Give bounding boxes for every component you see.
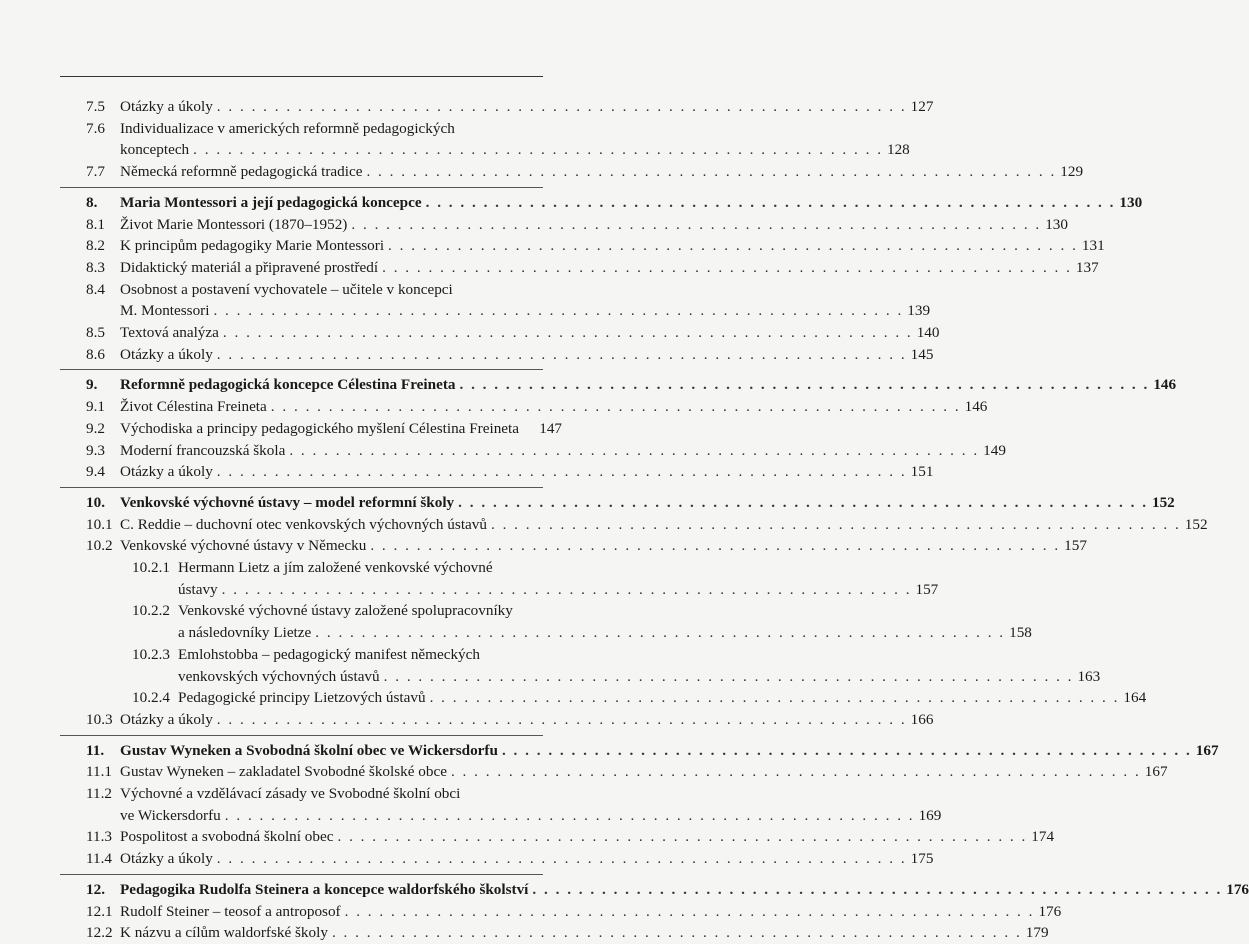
toc-entry-number: 10.1: [86, 515, 113, 533]
dot-leader: . . . . . . . . . . . . . . . . . . . . . . . . . . . . . . . . . . . . . . . . . . . . . . . . . . . . . . . . . . . .: [459, 376, 1150, 394]
dot-leader: . . . . . . . . . . . . . . . . . . . . . . . . . . . . . . . . . . . . . . . . . . . . . . . . . . . . . . . . . . . .: [216, 345, 907, 363]
toc-entry-number: 8.2: [86, 237, 105, 255]
toc-entry-page: 140: [916, 324, 940, 341]
toc-entry: [0, 96, 934, 118]
toc-entry: [0, 214, 1068, 236]
toc-entry-number: 12.: [86, 880, 105, 898]
dot-leader: . . . . . . . . . . . . . . . . . . . . . . . . . . . . . . . . . . . . . . . . . . . . . . . . . . . . . . . . . . . .: [501, 741, 1192, 759]
toc-entry-page: 152: [1151, 493, 1175, 511]
toc-entry-title: Emlohstobba – pedagogický manifest německých: [178, 645, 480, 663]
toc-entry-page: 179: [1025, 924, 1049, 942]
toc-entry-page: 167: [1195, 741, 1219, 759]
dot-leader: . . . . . . . . . . . . . . . . . . . . . . . . . . . . . . . . . . . . . . . . . . . . . . . . . . . . . . . . . . . .: [425, 193, 1116, 211]
toc-entry-title: a následovníky Lietze: [178, 624, 312, 642]
toc-entry: [0, 492, 1175, 514]
toc-entry-title: Pedagogika Rudolfa Steinera a koncepce waldorfského školství: [120, 880, 529, 898]
toc-entry-title: ústavy: [178, 580, 218, 598]
toc-entry-title: Výchovné a vzdělávací zásady ve Svobodné školní obci: [120, 785, 461, 802]
toc-entry-page: 163: [1077, 667, 1101, 685]
toc-entry-page: 130: [1045, 215, 1068, 233]
toc-entry-title: M. Montessori: [120, 302, 210, 320]
toc-entry: [0, 783, 562, 805]
toc-entry-number: 8.3: [86, 258, 105, 276]
dot-leader: . . . . . . . . . . . . . . . . . . . . . . . . . . . . . . . . . . . . . . . . . . . . . . . . . . . . . . . . . . . .: [270, 398, 961, 416]
toc-entry: [0, 901, 1062, 923]
toc-entry-page: 146: [1153, 376, 1177, 394]
dot-leader: . . . . . . . . . . . . . . . . . . . . . . . . . . . . . . . . . . . . . . . . . . . . . . . . . . . . . . . . . . . .: [213, 302, 904, 320]
toc-entry-page: 146: [964, 398, 988, 416]
toc-entry-title: Život Marie Montessori (1870–1952): [120, 215, 348, 233]
toc-entry-page: 176: [1038, 902, 1062, 920]
dot-leader: . . . . . . . . . . . . . . . . . . . . . . . . . . . . . . . . . . . . . . . . . . . . . . . . . . . . . . . . . . . .: [532, 880, 1223, 898]
dot-leader: . . . . . . . . . . . . . . . . . . . . . . . . . . . . . . . . . . . . . . . . . . . . . . . . . . . . . . . . . . . .: [221, 580, 912, 598]
toc-entry-page: 147: [539, 419, 562, 437]
toc-entry-title: ve Wickersdorfu: [120, 806, 221, 824]
dot-leader: . . . . . . . . . . . . . . . . . . . . . . . . . . . . . . . . . . . . . . . . . . . . . . . . . . . . . . . . . . . .: [382, 258, 1072, 276]
toc-entry-number: 8.6: [86, 345, 105, 363]
toc-entry: [0, 344, 934, 366]
toc-entry-page: 128: [886, 141, 910, 159]
toc-entry-page: 127: [910, 98, 934, 115]
toc-entry-page: 158: [1009, 624, 1032, 642]
toc-entry-page: 130: [1119, 193, 1143, 211]
toc-entry: [0, 118, 562, 140]
section-separator: [60, 487, 543, 488]
toc-entry-title: venkovských výchovných ústavů: [178, 667, 380, 685]
toc-entry-number: 7.6: [86, 119, 105, 137]
toc-entry-number: 12.2: [86, 924, 113, 942]
toc-entry-page: 157: [1064, 537, 1087, 555]
toc-entry-page: 129: [1060, 163, 1084, 181]
toc-entry: [0, 535, 1087, 557]
section-separator: [60, 735, 543, 736]
toc-entry: [0, 805, 942, 827]
toc-entry-number: 9.3: [86, 441, 105, 459]
toc-entry-number: 11.4: [86, 850, 113, 868]
toc-entry-title: Otázky a úkoly: [120, 463, 213, 481]
toc-entry: [0, 514, 1208, 536]
dot-leader: . . . . . . . . . . . . . . . . . . . . . . . . . . . . . . . . . . . . . . . . . . . . . . . . . . . . . . . . . . . .: [216, 710, 907, 728]
toc-entry-number: 10.2.2: [132, 602, 170, 620]
toc-entry: [0, 418, 562, 440]
toc-entry-number: 10.2: [86, 537, 113, 555]
toc-entry-title: Maria Montessori a její pedagogická koncepce: [120, 193, 422, 211]
toc-entry: [0, 235, 1105, 257]
toc-entry-number: 9.: [86, 376, 98, 394]
toc-entry-number: 11.: [86, 741, 105, 759]
dot-leader: . . . . . . . . . . . . . . . . . . . . . . . . . . . . . . . . . . . . . . . . . . . . . . . . . . . . . . . . . . . .: [388, 237, 1078, 255]
toc-entry-page: 157: [915, 580, 939, 598]
dot-leader: . . . . . . . . . . . . . . . . . . . . . . . . . . . . . . . . . . . . . . . . . . . . . . . . . . . . . . . . . . . .: [344, 902, 1035, 920]
toc-entry-title: Venkovské výchovné ústavy založené spolupracovníky: [178, 602, 513, 620]
toc-entry: [0, 666, 1101, 688]
toc-entry-title: Německá reformně pedagogická tradice: [120, 163, 363, 181]
toc-entry-page: 149: [983, 441, 1006, 459]
toc-entry-title: Život Célestina Freineta: [120, 398, 267, 416]
dot-leader: . . . . . . . . . . . . . . . . . . . . . . . . . . . . . . . . . . . . . . . . . . . . . . . . . . . . . . . . . . . .: [383, 667, 1074, 685]
toc-entry: [0, 761, 1168, 783]
dot-leader: . . . . . . . . . . . . . . . . . . . . . . . . . . . . . . . . . . . . . . . . . . . . . . . . . . . . . . . . . . . .: [366, 163, 1057, 181]
toc-entry: [0, 622, 1032, 644]
toc-entry: [0, 879, 1249, 901]
dot-leader: . . . . . . . . . . . . . . . . . . . . . . . . . . . . . . . . . . . . . . . . . . . . . . . . . . . . . . . . . . . .: [289, 441, 980, 459]
toc-entry-number: 11.2: [86, 785, 113, 802]
toc-entry: [0, 374, 1177, 396]
toc-entry-page: 166: [910, 710, 934, 728]
toc-entry-title: Reformně pedagogická koncepce Célestina Freineta: [120, 376, 456, 394]
toc-entry-page: 176: [1226, 880, 1249, 898]
toc-entry: [0, 300, 931, 322]
toc-entry: [0, 687, 1147, 709]
toc-entry: [0, 161, 1084, 183]
toc-entry-title: Gustav Wyneken – zakladatel Svobodné školské obce: [120, 763, 447, 781]
toc-entry-page: 169: [918, 806, 942, 824]
toc-entry-title: Otázky a úkoly: [120, 850, 213, 868]
dot-leader: . . . . . . . . . . . . . . . . . . . . . . . . . . . . . . . . . . . . . . . . . . . . . . . . . . . . . . . . . . . .: [429, 689, 1120, 707]
toc-entry-number: 11.3: [86, 828, 113, 846]
toc-entry-title: Otázky a úkoly: [120, 710, 213, 728]
toc-entry-title: Individualizace v amerických reformně pedagogických: [120, 119, 455, 137]
dot-leader: . . . . . . . . . . . . . . . . . . . . . . . . . . . . . . . . . . . . . . . . . . . . . . . . . . . . . . . . . . . .: [216, 850, 907, 868]
toc-entry: [0, 579, 939, 601]
toc-entry-page: 131: [1081, 237, 1105, 255]
dot-leader: . . . . . . . . . . . . . . . . . . . . . . . . . . . . . . . . . . . . . . . . . . . . . . . . . . . . . . . . . . . .: [331, 924, 1022, 942]
dot-leader: . . . . . . . . . . . . . . . . . . . . . . . . . . . . . . . . . . . . . . . . . . . . . . . . . . . . . . . . . . . .: [193, 141, 883, 159]
toc-entry: [0, 322, 940, 344]
toc-entry-page: 151: [910, 463, 934, 481]
toc-entry: [0, 396, 988, 418]
toc-entry: [0, 740, 1219, 762]
toc-entry-number: 10.2.3: [132, 645, 170, 663]
toc-entry-title: K názvu a cílům waldorfské školy: [120, 924, 328, 942]
section-separator: [60, 187, 543, 188]
toc-entry-title: C. Reddie – duchovní otec venkovských výchovných ústavů: [120, 515, 487, 533]
toc-entry: [0, 257, 1099, 279]
toc-entry-number: 11.1: [86, 763, 113, 781]
dot-leader: . . . . . . . . . . . . . . . . . . . . . . . . . . . . . . . . . . . . . . . . . . . . . . . . . . . . . . . . . . . .: [458, 493, 1148, 511]
toc-entry-number: 10.3: [86, 710, 113, 728]
toc-entry-number: 10.2.4: [132, 689, 170, 707]
toc-entry-number: 8.4: [86, 280, 105, 298]
toc-entry-number: 9.2: [86, 419, 105, 437]
section-separator: [60, 369, 543, 370]
dot-leader: . . . . . . . . . . . . . . . . . . . . . . . . . . . . . . . . . . . . . . . . . . . . . . . . . . . . . . . . . . . .: [450, 763, 1141, 781]
toc-entry-number: 8.1: [86, 215, 105, 233]
toc-entry-title: Osobnost a postavení vychovatele – učitele v koncepci: [120, 280, 453, 298]
toc-entry-title: Pedagogické principy Lietzových ústavů: [178, 689, 426, 707]
toc-entry-title: Venkovské výchovné ústavy v Německu: [120, 537, 367, 555]
toc-entry: [0, 440, 1006, 462]
toc-entry-page: 167: [1144, 763, 1168, 781]
toc-entry: [0, 557, 562, 579]
toc-entry: [0, 192, 1143, 214]
toc-entry-page: 175: [910, 850, 934, 868]
dot-leader: . . . . . . . . . . . . . . . . . . . . . . . . . . . . . . . . . . . . . . . . . . . . . . . . . . . . . . . . . . . .: [315, 624, 1006, 642]
toc-entry-title: Gustav Wyneken a Svobodná školní obec ve Wickersdorfu: [120, 741, 498, 759]
toc-entry-title: Pospolitost a svobodná školní obec: [120, 828, 334, 846]
toc-entry-title: konceptech: [120, 141, 190, 159]
toc-entry: [0, 644, 562, 666]
toc-entry: [0, 709, 934, 731]
toc-entry-title: Didaktický materiál a připravené prostředí: [120, 258, 379, 276]
toc-entry: [0, 600, 562, 622]
toc-entry-page: 145: [910, 345, 934, 363]
toc-entry-title: Hermann Lietz a jím založené venkovské výchovné: [178, 559, 493, 576]
toc-entry: [0, 826, 1055, 848]
toc-entry-title: Venkovské výchovné ústavy – model reformní školy: [120, 493, 455, 511]
toc-entry: [0, 279, 562, 301]
dot-leader: . . . . . . . . . . . . . . . . . . . . . . . . . . . . . . . . . . . . . . . . . . . . . . . . . . . . . . . . . . . .: [337, 828, 1028, 846]
toc-entry: [0, 461, 934, 483]
toc-entry-title: Moderní francouzská škola: [120, 441, 286, 459]
toc-entry-page: 174: [1031, 828, 1055, 846]
dot-leader: . . . . . . . . . . . . . . . . . . . . . . . . . . . . . . . . . . . . . . . . . . . . . . . . . . . . . . . . . . . .: [216, 463, 907, 481]
toc-entry-title: Otázky a úkoly: [120, 98, 213, 115]
dot-leader: . . . . . . . . . . . . . . . . . . . . . . . . . . . . . . . . . . . . . . . . . . . . . . . . . . . . . . . . . . . .: [351, 215, 1042, 233]
toc-entry-page: 152: [1184, 515, 1208, 533]
section-separator: [60, 874, 543, 875]
toc-entry-title: Otázky a úkoly: [120, 345, 213, 363]
toc-entry-number: 7.7: [86, 163, 105, 181]
toc-entry: [0, 139, 910, 161]
toc-entry-page: 139: [907, 302, 931, 320]
dot-leader: . . . . . . . . . . . . . . . . . . . . . . . . . . . . . . . . . . . . . . . . . . . . . . . . . . . . . . . . . . . .: [222, 324, 913, 341]
toc-entry-number: 10.2.1: [132, 559, 170, 576]
dot-leader: . . . . . . . . . . . . . . . . . . . . . . . . . . . . . . . . . . . . . . . . . . . . . . . . . . . . . . . . . . . .: [224, 806, 915, 824]
toc-entry-title: Textová analýza: [120, 324, 219, 341]
toc-entry: [0, 848, 934, 870]
toc-entry-number: 7.5: [86, 98, 105, 115]
toc-entry-page: 137: [1075, 258, 1099, 276]
toc-entry-number: 9.1: [86, 398, 105, 416]
toc-entry-number: 9.4: [86, 463, 105, 481]
toc-entry-title: Východiska a principy pedagogického myšlení Célestina Freineta: [120, 419, 519, 437]
toc-entry-number: 8.5: [86, 324, 105, 341]
dot-leader: . . . . . . . . . . . . . . . . . . . . . . . . . . . . . . . . . . . . . . . . . . . . . . . . . . . . . . . . . . . .: [370, 537, 1061, 555]
dot-leader: . . . . . . . . . . . . . . . . . . . . . . . . . . . . . . . . . . . . . . . . . . . . . . . . . . . . . . . . . . . .: [216, 98, 907, 115]
toc-entry: [0, 922, 1049, 944]
toc-entry-number: 8.: [86, 193, 98, 211]
toc-entry-page: 164: [1123, 689, 1147, 707]
toc-entry-title: Rudolf Steiner – teosof a antroposof: [120, 902, 341, 920]
dot-leader: . . . . . . . . . . . . . . . . . . . . . . . . . . . . . . . . . . . . . . . . . . . . . . . . . . . . . . . . . . . .: [490, 515, 1181, 533]
toc-entry-title: K principům pedagogiky Marie Montessori: [120, 237, 385, 255]
toc-entry-number: 10.: [86, 493, 105, 511]
toc-entry-number: 12.1: [86, 902, 113, 920]
